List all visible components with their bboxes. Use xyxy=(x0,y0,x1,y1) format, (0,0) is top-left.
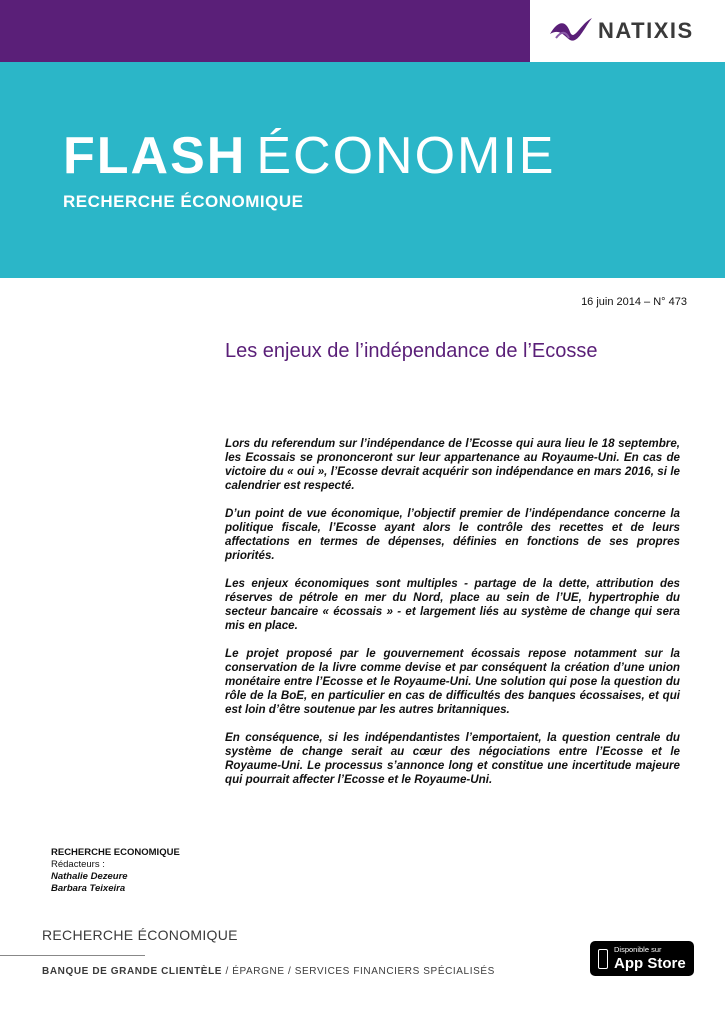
summary-paragraph: D’un point de vue économique, l’objectif premier de l’indépendance concerne la politique fiscale, l’Ecosse ayant alors le contrôle des recettes et de leurs affectations en termes de dépenses, définies en fonctions de ses propres priorités. xyxy=(225,507,680,562)
brand-name: NATIXIS xyxy=(598,18,694,43)
summary-paragraph: En conséquence, si les indépendantistes l’emportaient, la question centrale du système de change serait au cœur des négociations entre l’Ecosse et le Royaume-Uni. Le processus s’annonce long et constitue une incertitude majeure qui pourrait affecter l’Ecosse et le Royaume-Uni. xyxy=(225,731,680,786)
flash-banner xyxy=(0,62,725,278)
footer-divider xyxy=(0,955,145,956)
authors-label: Rédacteurs : xyxy=(51,859,105,870)
author-name: Barbara Teixeira xyxy=(51,883,126,894)
summary-body xyxy=(225,437,680,801)
footer-item-services: SERVICES FINANCIERS SPÉCIALISÉS xyxy=(294,966,495,977)
app-store-small-text: Disponible sur xyxy=(614,945,662,955)
phone-icon xyxy=(598,949,608,969)
authors-block xyxy=(51,847,180,895)
banner-title-light: ÉCONOMIE xyxy=(256,127,556,185)
banner-subtitle: RECHERCHE ÉCONOMIQUE xyxy=(63,192,304,211)
footer-line-bold: BANQUE DE GRANDE CLIENTÈLE xyxy=(42,966,223,977)
app-store-big-text: App Store xyxy=(614,954,686,972)
footer-separator: / xyxy=(287,966,292,977)
document-title: Les enjeux de l’indépendance de l’Ecosse xyxy=(225,340,598,362)
footer-separator: / xyxy=(225,966,229,977)
header-bar xyxy=(0,0,725,62)
summary-paragraph: Les enjeux économiques sont multiples - partage de la dette, attribution des réserves de pétrole en mer du Nord, place au sein de l’UE, hypertrophie du secteur bancaire « écossais » - et largement liés au système de change qui sera mis en place. xyxy=(225,577,680,632)
banner-title-bold: FLASH xyxy=(63,127,247,185)
summary-paragraph: Lors du referendum sur l’indépendance de l’Ecosse qui aura lieu le 18 septembre, les Ecossais se prononceront sur leur appartenance au Royaume-Uni. En cas de victoire du « oui », l’Ecosse devrait acquérir son indépendance en mars 2016, si le calendrier est respecté. xyxy=(225,437,680,492)
header-purple-block xyxy=(0,0,530,62)
natixis-logo xyxy=(548,14,694,48)
natixis-wing-icon xyxy=(548,14,594,48)
authors-department: RECHERCHE ECONOMIQUE xyxy=(51,847,180,858)
summary-paragraph: Le projet proposé par le gouvernement écossais repose notamment sur la conservation de la livre comme devise et par conséquent la création d’une union monétaire entre l’Ecosse et le Royaume-Uni. Une solution qui pose la question du rôle de la BoE, en particulier en cas de difficultés des banques écossaises, et qui est loin d’être soutenue par les autres britanniques. xyxy=(225,647,680,716)
banner-title xyxy=(63,128,555,184)
app-store-badge[interactable] xyxy=(590,941,694,976)
author-name: Nathalie Dezeure xyxy=(51,871,128,882)
footer-item-epargne: ÉPARGNE xyxy=(232,966,285,977)
footer-business-lines xyxy=(42,966,495,977)
issue-date-number: 16 juin 2014 – N° 473 xyxy=(581,296,687,308)
footer-department: RECHERCHE ÉCONOMIQUE xyxy=(42,927,238,943)
